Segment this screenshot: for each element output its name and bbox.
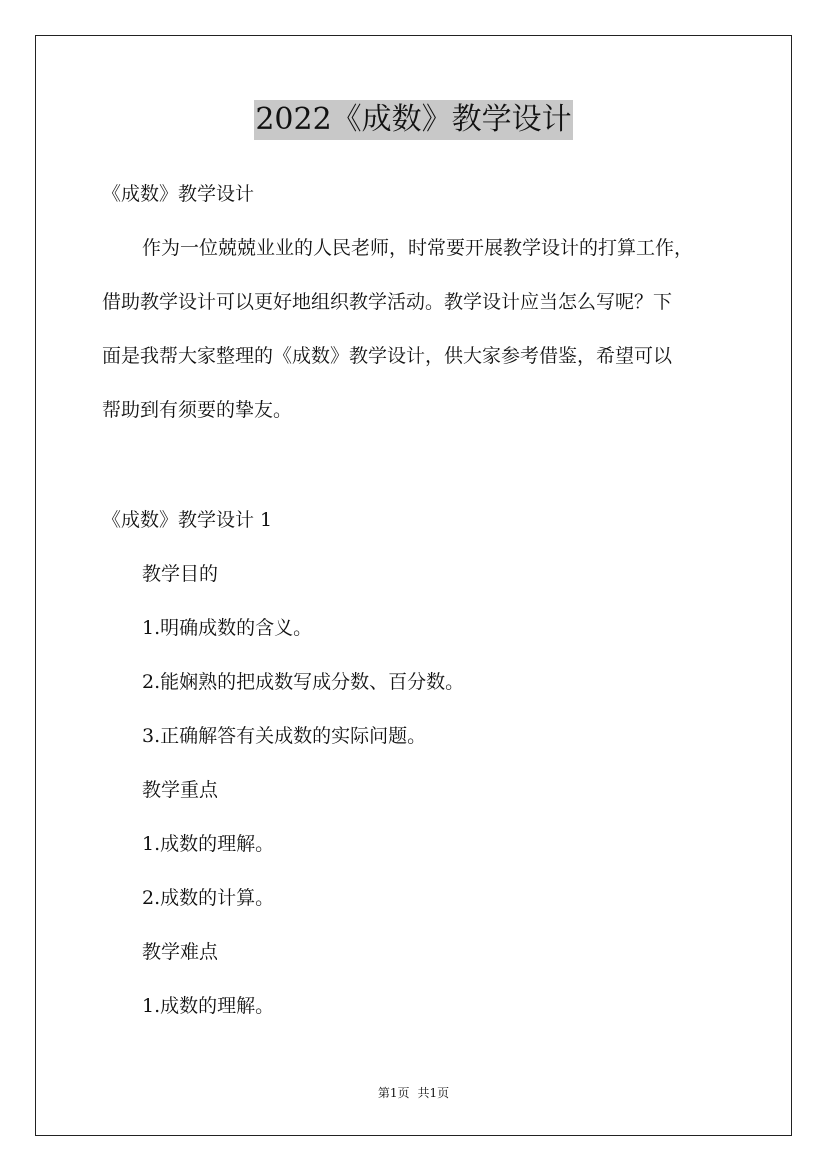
difficulty-item-1: 1.成数的理解。 — [142, 995, 275, 1017]
document-title: 2022《成数》教学设计 — [254, 100, 572, 140]
key-heading: 教学重点 — [142, 779, 219, 801]
key-item-1: 1.成数的理解。 — [142, 833, 275, 855]
goals-heading: 教学目的 — [142, 563, 219, 585]
goal-item-2: 2.能娴熟的把成数写成分数、百分数。 — [142, 671, 465, 693]
section-heading: 《成数》教学设计 1 — [102, 509, 273, 531]
intro-line-3: 面是我帮大家整理的《成数》教学设计，供大家参考借鉴，希望可以 — [102, 345, 673, 367]
goal-item-1: 1.明确成数的含义。 — [142, 617, 313, 639]
intro-line-4: 帮助到有须要的挚友。 — [102, 399, 293, 421]
intro-line-1: 作为一位兢兢业业的人民老师，时常要开展教学设计的打算工作， — [142, 237, 694, 259]
page-total: 共1页 — [417, 1086, 450, 1100]
intro-line-2: 借助教学设计可以更好地组织教学活动。教学设计应当怎么写呢？下 — [102, 291, 673, 313]
key-item-2: 2.成数的计算。 — [142, 887, 275, 909]
page-current: 第1页 — [377, 1086, 410, 1100]
goal-item-3: 3.正确解答有关成数的实际问题。 — [142, 725, 427, 747]
page-footer — [0, 1085, 827, 1101]
document-subtitle: 《成数》教学设计 — [102, 183, 255, 205]
difficulty-heading: 教学难点 — [142, 941, 219, 963]
title-container — [0, 100, 827, 140]
